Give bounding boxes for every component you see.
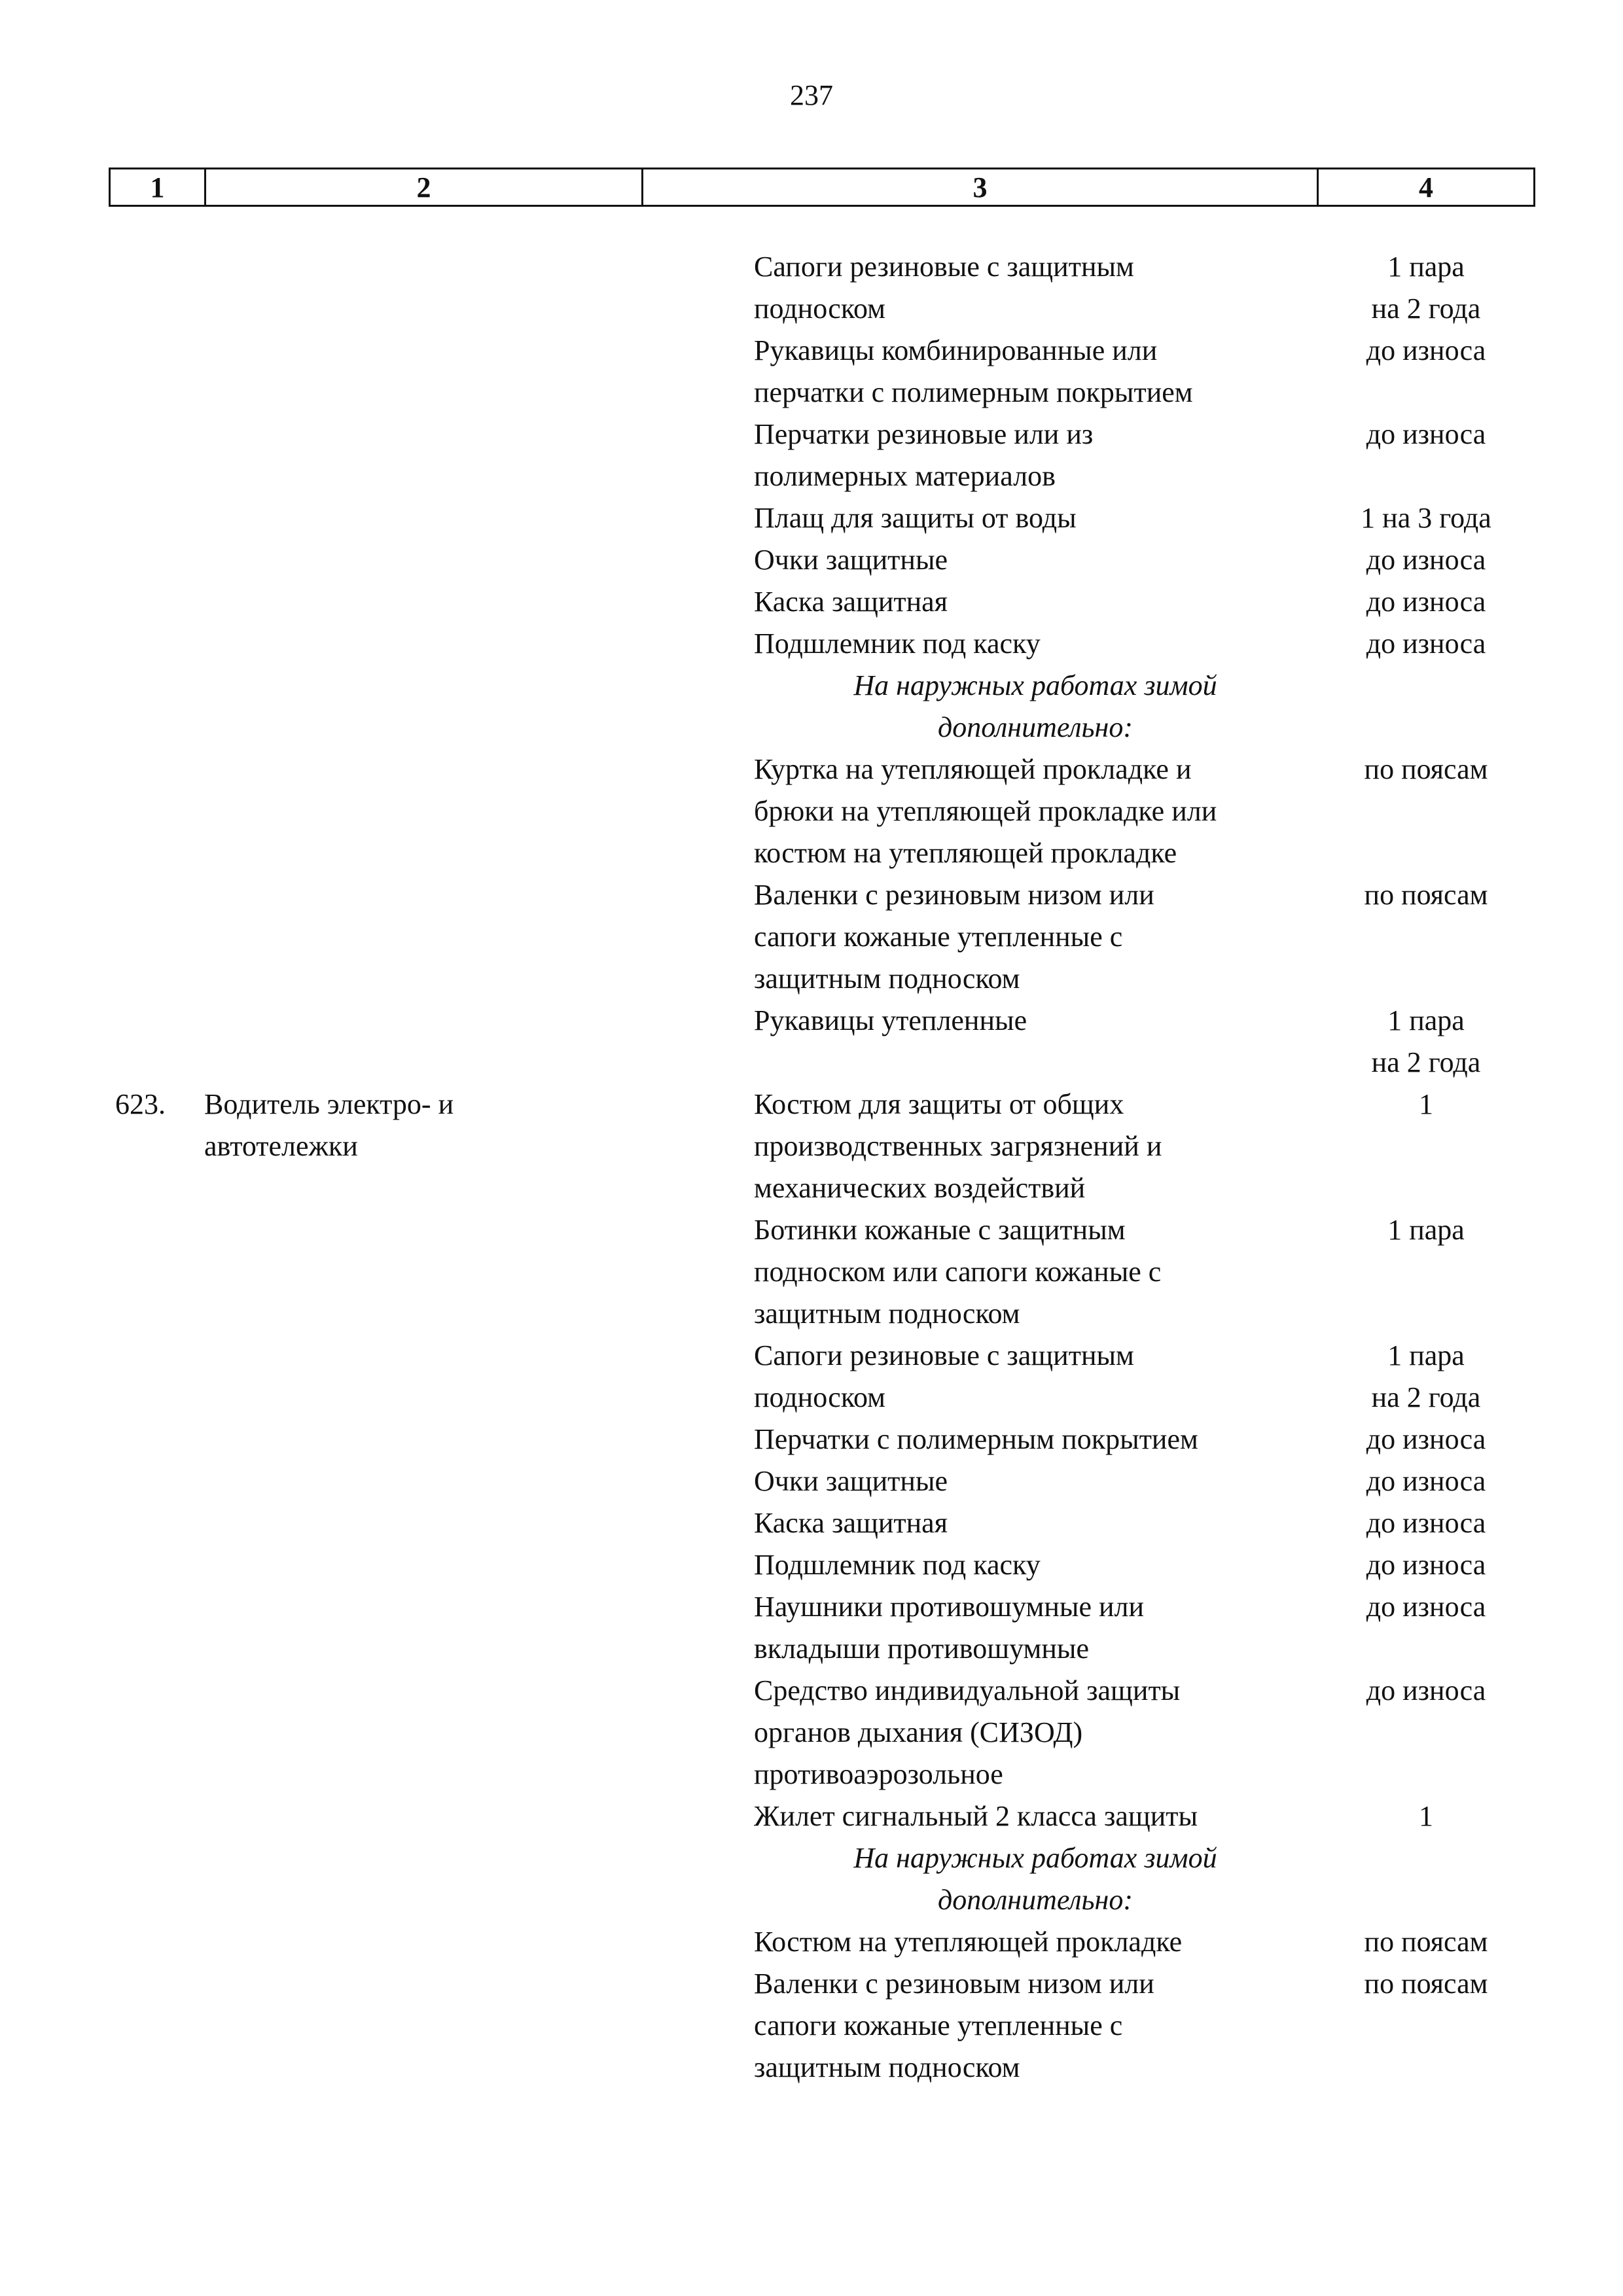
issue-norm: 1 <box>1419 1800 1433 1832</box>
table-row <box>109 1209 1535 1335</box>
profession-name <box>204 1419 641 1460</box>
profession-name <box>204 330 641 414</box>
table-row <box>109 246 1535 330</box>
table-row <box>109 1502 1535 1544</box>
ppe-item: Подшлемник под каску <box>754 627 1041 660</box>
issue-norm: до износа <box>1366 1591 1486 1623</box>
table-row <box>109 1000 1535 1084</box>
table-row <box>109 539 1535 581</box>
table-row <box>109 581 1535 623</box>
profession-name <box>204 1460 641 1502</box>
table-row <box>109 874 1535 1000</box>
row-number <box>109 1544 204 1586</box>
profession-name <box>204 1335 641 1419</box>
row-number <box>109 1586 204 1670</box>
ppe-item: Средство индивидуальной защиты органов дыхания (СИЗОД) противоаэрозольное <box>754 1674 1181 1790</box>
ppe-item: Костюм для защиты от общих производственных загрязнений и механических воздействий <box>754 1088 1162 1204</box>
row-number <box>109 246 204 330</box>
ppe-item: Рукавицы комбинированные или перчатки с полимерным покрытием <box>754 334 1193 408</box>
ppe-item: Подшлемник под каску <box>754 1549 1041 1581</box>
issue-norm: до износа <box>1366 586 1486 618</box>
ppe-item: Сапоги резиновые с защитным подноском <box>754 251 1134 325</box>
profession-name <box>204 874 641 1000</box>
page-number: 237 <box>790 79 833 111</box>
table-row <box>109 1921 1535 1963</box>
profession-name <box>204 1795 641 1837</box>
ppe-item: Валенки с резиновым низом или сапоги кожаные утепленные с защитным подноском <box>754 1968 1154 2083</box>
row-number <box>109 1502 204 1544</box>
row-number <box>109 581 204 623</box>
profession-name <box>204 1670 641 1795</box>
ppe-item: Валенки с резиновым низом или сапоги кожаные утепленные с защитным подноском <box>754 879 1154 995</box>
table-row <box>109 1837 1535 1921</box>
table-row <box>109 1460 1535 1502</box>
issue-norm: до износа <box>1366 334 1486 366</box>
ppe-item: Каска защитная <box>754 586 948 618</box>
ppe-item: Наушники противошумные или вкладыши противошумные <box>754 1591 1145 1665</box>
issue-norm: до износа <box>1366 1507 1486 1539</box>
row-number <box>109 1670 204 1795</box>
profession-name <box>204 1209 641 1335</box>
issue-norm: до износа <box>1366 1423 1486 1455</box>
profession-name <box>204 246 641 330</box>
profession-name <box>204 1502 641 1544</box>
ppe-item: Костюм на утепляющей прокладке <box>754 1926 1183 1958</box>
row-number <box>109 665 204 749</box>
header-col-2: 2 <box>206 169 643 205</box>
issue-norm: до износа <box>1366 1465 1486 1497</box>
profession-name <box>204 1837 641 1921</box>
row-number <box>109 874 204 1000</box>
row-number <box>109 330 204 414</box>
row-number <box>109 1460 204 1502</box>
table-body <box>109 246 1535 2089</box>
ppe-item: Куртка на утепляющей прокладке и брюки на утепляющей прокладке или костюм на утепляющей прокладке <box>754 753 1217 869</box>
row-number: 623. <box>115 1088 166 1120</box>
table-row <box>109 623 1535 665</box>
issue-norm: до износа <box>1366 1549 1486 1581</box>
row-number <box>109 539 204 581</box>
profession-name <box>204 1586 641 1670</box>
ppe-item: Очки защитные <box>754 544 948 576</box>
ppe-item: Очки защитные <box>754 1465 948 1497</box>
issue-norm: по поясам <box>1364 1926 1488 1958</box>
row-number <box>109 1209 204 1335</box>
issue-norm: 1 на 3 года <box>1361 502 1491 534</box>
row-number <box>109 1963 204 2089</box>
table-row <box>109 1084 1535 1209</box>
row-number <box>109 414 204 497</box>
row-number <box>109 1000 204 1084</box>
issue-norm: по поясам <box>1364 879 1488 911</box>
ppe-item: Сапоги резиновые с защитным подноском <box>754 1339 1134 1413</box>
ppe-item: Перчатки резиновые или из полимерных материалов <box>754 418 1094 492</box>
issue-norm: до износа <box>1366 544 1486 576</box>
issue-norm: 1 пара <box>1387 1214 1465 1246</box>
table-row <box>109 1670 1535 1795</box>
profession-name: Водитель электро- и автотележки <box>204 1088 454 1162</box>
ppe-item: Перчатки с полимерным покрытием <box>754 1423 1198 1455</box>
row-number <box>109 1795 204 1837</box>
header-col-4: 4 <box>1419 171 1433 203</box>
table-row <box>109 749 1535 874</box>
ppe-item: Ботинки кожаные с защитным подноском или сапоги кожаные с защитным подноском <box>754 1214 1162 1330</box>
row-number <box>109 1921 204 1963</box>
issue-norm: до износа <box>1366 1674 1486 1706</box>
table-row <box>109 330 1535 414</box>
profession-name <box>204 1544 641 1586</box>
ppe-item: Плащ для защиты от воды <box>754 502 1077 534</box>
profession-name <box>204 1963 641 2089</box>
row-number <box>109 497 204 539</box>
issue-norm: до износа <box>1366 418 1486 450</box>
row-number <box>109 623 204 665</box>
profession-name <box>204 1000 641 1084</box>
profession-name <box>204 414 641 497</box>
row-number <box>109 1335 204 1419</box>
ppe-item: Каска защитная <box>754 1507 948 1539</box>
profession-name <box>204 665 641 749</box>
table-row <box>109 1963 1535 2089</box>
issue-norm: по поясам <box>1364 753 1488 785</box>
ppe-item: Жилет сигнальный 2 класса защиты <box>754 1800 1198 1832</box>
issue-norm: по поясам <box>1364 1968 1488 2000</box>
ppe-item: Рукавицы утепленные <box>754 1004 1027 1036</box>
profession-name <box>204 539 641 581</box>
profession-name <box>204 581 641 623</box>
issue-norm: до износа <box>1366 627 1486 660</box>
table-row <box>109 1586 1535 1670</box>
header-col-1: 1 <box>111 169 206 205</box>
issue-norm: 1 <box>1419 1088 1433 1120</box>
profession-name <box>204 497 641 539</box>
table-row <box>109 1335 1535 1419</box>
ppe-item: На наружных работах зимой дополнительно: <box>853 1842 1217 1916</box>
issue-norm <box>1317 665 1535 749</box>
table-row <box>109 1544 1535 1586</box>
issue-norm: 1 пара на 2 года <box>1371 251 1481 325</box>
issue-norm: 1 пара на 2 года <box>1371 1339 1481 1413</box>
row-number <box>109 1419 204 1460</box>
table-row <box>109 1795 1535 1837</box>
profession-name <box>204 623 641 665</box>
issue-norm <box>1317 1837 1535 1921</box>
row-number <box>109 749 204 874</box>
table-row <box>109 1419 1535 1460</box>
profession-name <box>204 749 641 874</box>
table-row <box>109 665 1535 749</box>
row-number <box>109 1837 204 1921</box>
header-col-3: 3 <box>643 169 1319 205</box>
table-row <box>109 414 1535 497</box>
issue-norm: 1 пара на 2 года <box>1371 1004 1481 1078</box>
profession-name <box>204 1921 641 1963</box>
table-row <box>109 497 1535 539</box>
ppe-item: На наружных работах зимой дополнительно: <box>853 669 1217 743</box>
table-header <box>109 168 1535 207</box>
